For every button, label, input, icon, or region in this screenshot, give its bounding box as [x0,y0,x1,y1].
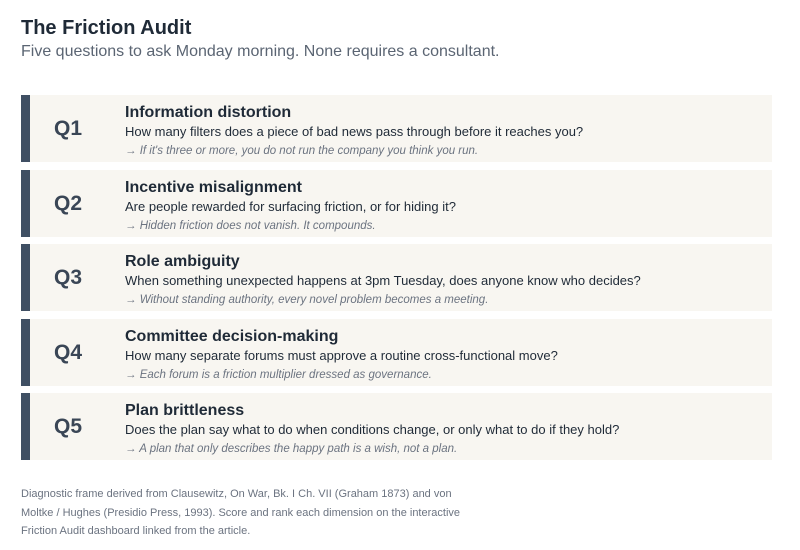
question-card-q2 [21,170,772,237]
question-note: → A plan that only describes the happy path is a wish, not a plan. [125,443,458,455]
question-number: Q3 [54,266,83,289]
question-text: Are people rewarded for surfacing friction, or for hiding it? [125,198,456,214]
page-title: The Friction Audit [21,17,192,39]
question-note: → Hidden friction does not vanish. It compounds. [125,219,376,232]
question-number: Q2 [54,191,83,215]
question-note: → Each forum is a friction multiplier dressed as governance. [125,368,432,381]
question-list [21,95,772,468]
question-text: Does the plan say what to do when conditions change, or only what to do if they hold? [125,422,620,437]
question-text: When something unexpected happens at 3pm Tuesday, does anyone know who decides? [125,273,641,288]
question-note: → Without standing authority, every novel problem becomes a meeting. [125,294,489,306]
question-body [125,401,762,457]
question-note: → If it's three or more, you do not run the company you think you run. [125,145,479,157]
question-number: Q1 [54,117,83,140]
page-subtitle: Five questions to ask Monday morning. None requires a consultant. [21,43,500,60]
question-body [125,327,762,383]
question-heading: Information distortion [125,104,292,121]
question-number: Q4 [54,340,83,364]
question-card-q3 [21,244,772,311]
page-header [21,16,499,62]
question-body [125,252,762,308]
question-text: How many filters does a piece of bad news pass through before it reaches you? [125,124,584,139]
question-number: Q5 [54,415,83,438]
question-card-q4 [21,319,772,386]
question-body [125,103,762,159]
question-heading: Committee decision-making [125,327,339,345]
question-card-q5 [21,393,772,460]
question-card-q1 [21,95,772,162]
question-body [125,178,762,234]
question-heading: Incentive misalignment [125,178,302,196]
question-text: How many separate forums must approve a routine cross-functional move? [125,347,558,363]
source-footnote: Diagnostic frame derived from Clausewitz, On War, Bk. I Ch. VII (Graham 1873) and von Moltke / Hughes (Presidio Press, 1993). Score and rank each dimension on the interactive Friction Audit dashboard linked from the article. [21,488,461,537]
question-heading: Plan brittleness [125,402,245,419]
question-heading: Role ambiguity [125,253,240,270]
